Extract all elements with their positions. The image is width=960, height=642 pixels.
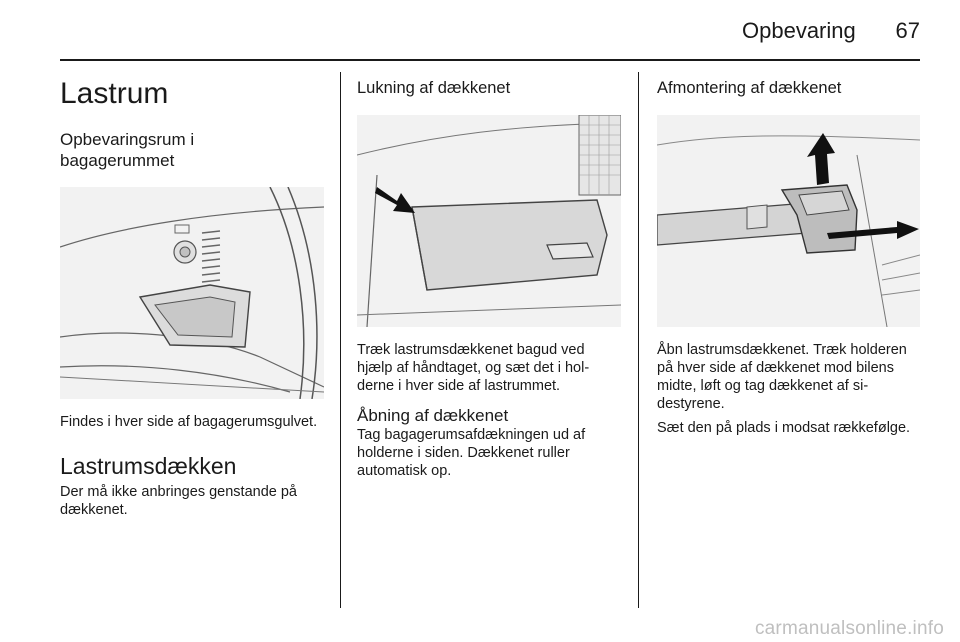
heading-closing-cover: Lukning af dækkenet (357, 79, 511, 97)
section-title-lastrum: Lastrum (60, 77, 169, 110)
column-2 (357, 70, 621, 480)
heading-removing-cover: Afmontering af dækkenet (657, 79, 842, 97)
subheading-storage: Opbevaringsrum i bagagerummet (60, 130, 195, 170)
column-divider-2 (638, 72, 639, 608)
section-title-cover: Lastrumsdækken (60, 453, 237, 479)
column-3 (657, 70, 920, 437)
watermark: carmanualsonline.info (754, 618, 944, 639)
closing-cover-illustration (357, 115, 621, 327)
opening-instructions: Tag bagagerumsafdækningen ud af holderne i siden. Dækkenet ruller automatisk op. (357, 427, 586, 479)
header-title: Opbevaring (742, 18, 856, 43)
removing-cover-illustration (657, 115, 920, 327)
page-number: 67 (895, 18, 920, 43)
header-rule (60, 59, 920, 61)
reinstall-instructions: Sæt den på plads i modsat rækkefølge. (657, 420, 911, 436)
column-divider-1 (340, 72, 341, 608)
heading-opening-cover: Åbning af dækkenet (357, 406, 509, 425)
storage-compartment-illustration (60, 187, 324, 399)
removing-instructions: Åbn lastrumsdækkenet. Træk holderen på hver side af dækkenet mod bilens midte, løft og tag dækkenet af sidestyrene. (657, 342, 907, 412)
cover-warning-text: Der må ikke anbringes genstande på dækkenet. (60, 484, 297, 518)
closing-instructions: Træk lastrumsdækkenet bagud ved hjælp af håndtaget, og sæt det i holderne i hver side af lastrummet. (357, 342, 590, 394)
column-1 (60, 70, 324, 519)
storage-caption: Findes i hver side af bagagerumsgulvet. (60, 414, 318, 430)
